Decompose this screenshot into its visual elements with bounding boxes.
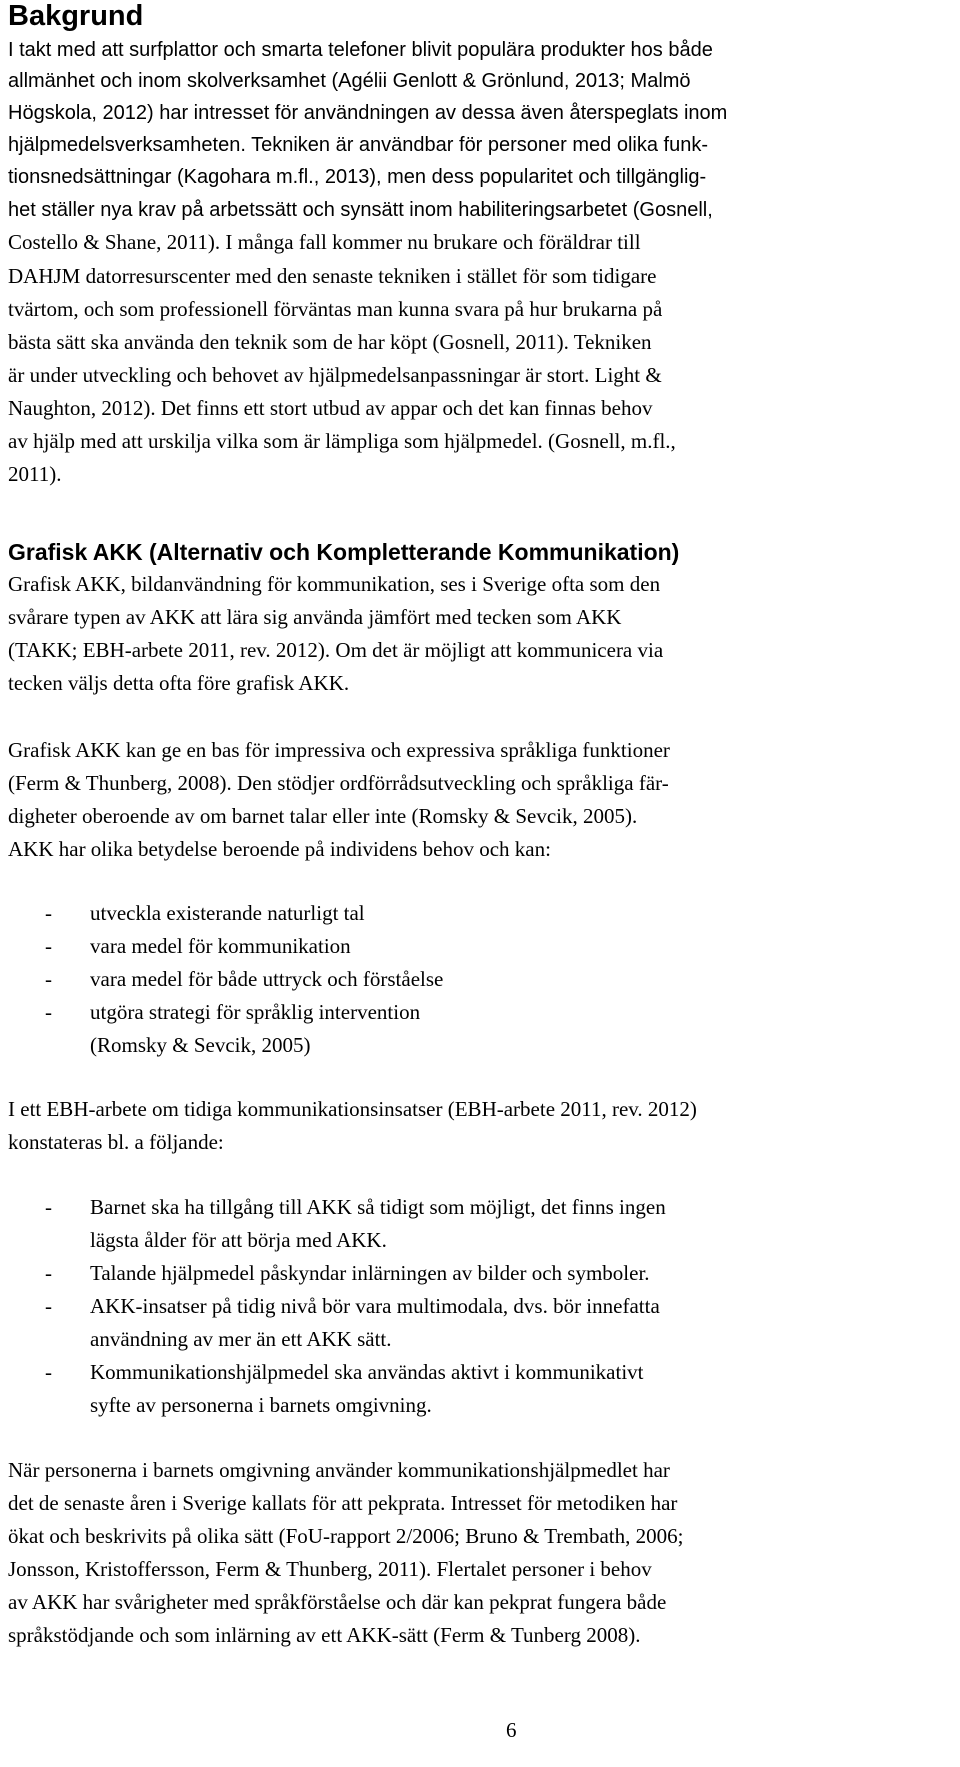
list-bullet: - [45, 1360, 52, 1384]
paragraph-line: ökat och beskrivits på olika sätt (FoU-rapport 2/2006; Bruno & Trembath, 2006; [8, 1524, 684, 1548]
paragraph-line: Grafisk AKK, bildanvändning för kommunikation, ses i Sverige ofta som den [8, 572, 661, 596]
list-item: användning av mer än ett AKK sätt. [90, 1327, 392, 1351]
list-item: utveckla existerande naturligt tal [90, 901, 365, 925]
paragraph-line: het ställer nya krav på arbetssätt och synsätt inom habiliteringsarbetet (Gosnell, [8, 199, 713, 221]
list-item: Kommunikationshjälpmedel ska användas aktivt i kommunikativt [90, 1360, 644, 1384]
list-bullet: - [45, 934, 52, 958]
section-title-bakgrund: Bakgrund [8, 0, 144, 32]
list-item: Barnet ska ha tillgång till AKK så tidigt som möjligt, det finns ingen [90, 1195, 666, 1219]
paragraph-line: hjälpmedelsverksamheten. Tekniken är användbar för personer med olika funk- [8, 134, 709, 156]
list-bullet: - [45, 1000, 52, 1024]
paragraph-line: AKK har olika betydelse beroende på individens behov och kan: [8, 837, 551, 861]
list-item: vara medel för kommunikation [90, 934, 351, 958]
list-bullet: - [45, 901, 52, 925]
paragraph-line: När personerna i barnets omgivning använder kommunikationshjälpmedlet har [8, 1458, 670, 1482]
paragraph-line: är under utveckling och behovet av hjälpmedelsanpassningar är stort. Light & [8, 363, 662, 387]
paragraph-line: tecken väljs detta ofta före grafisk AKK. [8, 671, 350, 695]
paragraph-line: (Ferm & Thunberg, 2008). Den stödjer ordförrådsutveckling och språkliga fär- [8, 771, 669, 795]
page-number: 6 [506, 1718, 517, 1742]
paragraph-line: Naughton, 2012). Det finns ett stort utbud av appar och det kan finnas behov [8, 396, 653, 420]
list-item: vara medel för både uttryck och förståelse [90, 967, 444, 991]
paragraph-line: bästa sätt ska använda den teknik som de har köpt (Gosnell, 2011). Tekniken [8, 330, 652, 354]
list-item: (Romsky & Sevcik, 2005) [90, 1033, 311, 1057]
paragraph-line: konstateras bl. a följande: [8, 1130, 224, 1154]
paragraph-line: 2011). [8, 462, 62, 486]
list-bullet: - [45, 1261, 52, 1285]
paragraph-line: digheter oberoende av om barnet talar eller inte (Romsky & Sevcik, 2005). [8, 804, 638, 828]
paragraph-line: DAHJM datorresurscenter med den senaste tekniken i stället för som tidigare [8, 264, 657, 288]
list-item: AKK-insatser på tidig nivå bör vara multimodala, dvs. bör innefatta [90, 1294, 660, 1318]
list-bullet: - [45, 967, 52, 991]
list-item: Talande hjälpmedel påskyndar inlärningen av bilder och symboler. [90, 1261, 650, 1285]
paragraph-line: Högskola, 2012) har intresset för användningen av dessa även återspeglats inom [8, 102, 728, 124]
list-bullet: - [45, 1294, 52, 1318]
list-item: syfte av personerna i barnets omgivning. [90, 1393, 432, 1417]
list-bullet: - [45, 1195, 52, 1219]
paragraph-line: I ett EBH-arbete om tidiga kommunikationsinsatser (EBH-arbete 2011, rev. 2012) [8, 1097, 697, 1121]
paragraph-line: Jonsson, Kristoffersson, Ferm & Thunberg, 2011). Flertalet personer i behov [8, 1557, 652, 1581]
paragraph-line: Grafisk AKK kan ge en bas för impressiva och expressiva språkliga funktioner [8, 738, 670, 762]
section-title-grafisk-akk: Grafisk AKK (Alternativ och Kompletterande Kommunikation) [8, 539, 680, 565]
paragraph-line: allmänhet och inom skolverksamhet (Agélii Genlott & Grönlund, 2013; Malmö [8, 70, 691, 92]
paragraph-line: tvärtom, och som professionell förväntas man kunna svara på hur brukarna på [8, 297, 663, 321]
paragraph-line: tionsnedsättningar (Kagohara m.fl., 2013), men dess popularitet och tillgänglig- [8, 166, 707, 188]
paragraph-line: av hjälp med att urskilja vilka som är lämpliga som hjälpmedel. (Gosnell, m.fl., [8, 429, 676, 453]
paragraph-line: av AKK har svårigheter med språkförståelse och där kan pekprat fungera både [8, 1590, 667, 1614]
paragraph-line: svårare typen av AKK att lära sig använda jämfört med tecken som AKK [8, 605, 622, 629]
paragraph-line: I takt med att surfplattor och smarta telefoner blivit populära produkter hos både [8, 39, 713, 61]
paragraph-line: språkstödjande och som inlärning av ett AKK-sätt (Ferm & Tunberg 2008). [8, 1623, 641, 1647]
list-item: utgöra strategi för språklig intervention [90, 1000, 421, 1024]
paragraph-line: Costello & Shane, 2011). I många fall kommer nu brukare och föräldrar till [8, 230, 641, 254]
paragraph-line: (TAKK; EBH-arbete 2011, rev. 2012). Om det är möjligt att kommunicera via [8, 638, 664, 662]
list-item: lägsta ålder för att börja med AKK. [90, 1228, 387, 1252]
paragraph-line: det de senaste åren i Sverige kallats för att pekprata. Intresset för metodiken har [8, 1491, 678, 1515]
